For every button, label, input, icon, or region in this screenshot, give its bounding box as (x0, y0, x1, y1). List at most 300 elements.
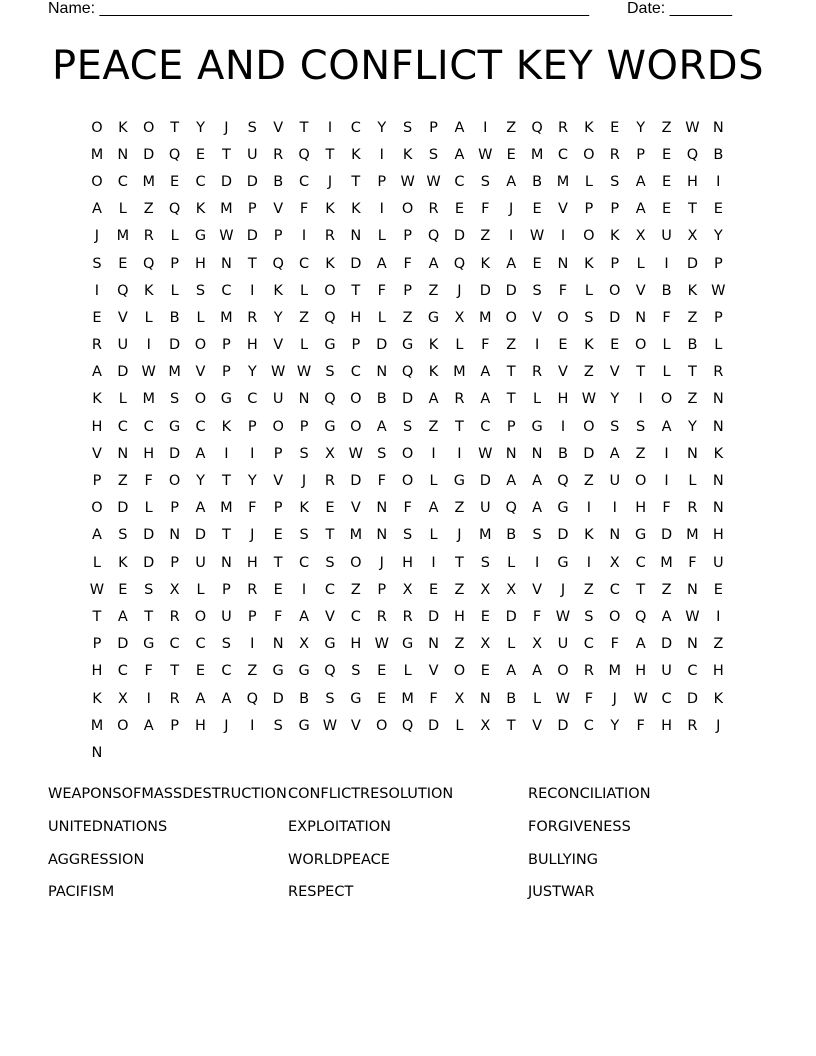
grid-letter: U (195, 554, 206, 571)
grid-letter: E (170, 173, 180, 190)
grid-letter: A (195, 500, 206, 517)
grid-letter: S (403, 119, 413, 136)
grid-letter: K (584, 119, 594, 136)
grid-letter: S (170, 391, 180, 408)
grid-letter: H (686, 173, 698, 190)
grid-letter: K (221, 418, 232, 435)
grid-letter: F (429, 690, 438, 707)
grid-letter: X (480, 636, 491, 653)
grid-letter: D (169, 337, 181, 354)
grid-letter: A (428, 500, 439, 517)
grid-letter: D (427, 608, 440, 625)
grid-letter: B (376, 391, 387, 408)
grid-letter: J (327, 173, 333, 190)
grid-letter: X (324, 445, 335, 462)
grid-letter: D (660, 527, 673, 544)
grid-letter: S (247, 119, 257, 136)
grid-letter: O (350, 554, 362, 571)
grid-letter: I (431, 554, 436, 571)
grid-letter: E (92, 309, 102, 326)
grid-letter: O (557, 663, 569, 680)
grid-letter: L (714, 337, 723, 354)
grid-letter: J (301, 473, 307, 490)
grid-letter: O (350, 418, 362, 435)
grid-letter: K (351, 201, 361, 218)
grid-letter: N (220, 255, 232, 272)
grid-letter: L (507, 636, 516, 653)
grid-letter: W (685, 608, 700, 625)
grid-letter: D (453, 228, 465, 245)
grid-letter: V (532, 309, 543, 326)
grid-letter: A (609, 445, 620, 462)
grid-letter: K (402, 146, 413, 163)
grid-letter: Q (427, 228, 440, 245)
grid-letter: Q (168, 201, 181, 218)
grid-letter: Y (713, 228, 723, 245)
grid-letter: I (250, 636, 255, 653)
grid-letter: F (274, 608, 283, 625)
grid-letter: A (454, 146, 465, 163)
grid-letter: B (169, 309, 180, 326)
grid-letter: K (118, 554, 128, 571)
grid-letter: B (713, 146, 724, 163)
grid-letter: I (534, 554, 540, 571)
grid-letter: G (402, 636, 414, 653)
grid-letter: S (480, 554, 490, 571)
grid-letter: R (247, 309, 258, 326)
grid-letter: U (221, 608, 232, 625)
grid-letter: N (220, 554, 232, 571)
grid-letter: Q (531, 119, 543, 136)
grid-letter: K (428, 337, 439, 354)
grid-letter: G (272, 663, 284, 680)
grid-letter: V (350, 717, 361, 734)
grid-letter: F (377, 473, 386, 490)
grid-letter: N (712, 391, 724, 408)
grid-letter: E (713, 581, 723, 598)
grid-letter: U (713, 554, 724, 571)
grid-letter: C (247, 391, 258, 408)
grid-letter: R (169, 690, 180, 707)
grid-letter: G (350, 690, 362, 707)
grid-letter: H (712, 527, 724, 544)
grid-letter: C (661, 690, 672, 707)
grid-letter: E (506, 146, 516, 163)
grid-letter: S (428, 146, 439, 163)
grid-letter: N (117, 445, 129, 462)
grid-letter: E (377, 690, 387, 707)
grid-letter: F (403, 255, 412, 272)
grid-letter: R (454, 391, 465, 408)
grid-letter: D (143, 146, 155, 163)
grid-letter: Y (247, 473, 257, 490)
grid-letter: Z (661, 119, 672, 136)
grid-letter: J (716, 717, 721, 734)
grid-letter: R (376, 608, 387, 625)
grid-letter: R (583, 663, 594, 680)
grid-letter: A (91, 527, 102, 544)
grid-letter: G (557, 500, 569, 517)
grid-letter: S (144, 581, 154, 598)
grid-letter: L (584, 282, 593, 299)
grid-letter: P (273, 445, 283, 462)
grid-letter: J (457, 527, 462, 544)
grid-letter: I (457, 445, 462, 462)
grid-letter: L (429, 527, 438, 544)
grid-letter: G (298, 717, 310, 734)
grid-letter: O (194, 608, 207, 625)
grid-letter: I (250, 445, 255, 462)
grid-letter: H (350, 636, 362, 653)
grid-letter: W (89, 581, 105, 598)
grid-letter: K (428, 364, 439, 381)
grid-letter: G (220, 391, 233, 408)
grid-letter: M (453, 364, 466, 381)
grid-letter: L (377, 228, 386, 245)
grid-letter: F (558, 282, 568, 299)
grid-letter: L (662, 364, 671, 381)
grid-letter: W (529, 228, 545, 245)
grid-letter: A (506, 663, 517, 680)
grid-letter: O (117, 717, 129, 734)
grid-letter: T (506, 364, 516, 381)
grid-letter: L (118, 201, 127, 218)
grid-letter: A (195, 690, 206, 707)
grid-letter: X (117, 690, 128, 707)
grid-letter: C (583, 717, 594, 734)
grid-letter: Q (557, 473, 569, 490)
grid-letter: I (586, 554, 591, 571)
grid-letter: I (250, 717, 255, 734)
grid-letter: A (195, 445, 206, 462)
grid-letter: D (557, 527, 569, 544)
grid-letter: R (532, 364, 543, 381)
grid-letter: Z (454, 581, 465, 598)
grid-letter: M (90, 717, 104, 734)
grid-letter: J (224, 717, 229, 734)
grid-letter: C (324, 581, 336, 598)
grid-letter: B (506, 690, 517, 707)
grid-letter: R (247, 581, 258, 598)
grid-letter: V (609, 364, 620, 381)
grid-letter: O (401, 473, 414, 490)
grid-letter: E (713, 201, 723, 218)
grid-letter: E (558, 337, 568, 354)
grid-letter: S (532, 282, 542, 299)
grid-letter: E (532, 255, 542, 272)
grid-letter: X (454, 309, 465, 326)
grid-letter: T (221, 527, 231, 544)
grid-letter: S (299, 445, 309, 462)
grid-letter: I (431, 445, 436, 462)
grid-letter: C (609, 581, 620, 598)
grid-letter: U (661, 228, 672, 245)
grid-letter: O (583, 146, 595, 163)
grid-letter: F (403, 500, 412, 517)
grid-letter: V (532, 717, 543, 734)
grid-letter: N (635, 309, 647, 326)
grid-letter: A (480, 391, 491, 408)
grid-letter: E (454, 201, 464, 218)
grid-letter: U (272, 391, 284, 408)
grid-letter: A (143, 717, 154, 734)
grid-letter: E (273, 527, 283, 544)
grid-letter: Y (610, 717, 620, 734)
grid-letter: D (505, 608, 517, 625)
grid-letter: E (377, 663, 387, 680)
grid-letter: Z (247, 663, 258, 680)
grid-letter: P (377, 173, 387, 190)
grid-letter: M (220, 201, 233, 218)
word-list-item: PACIFISM (48, 884, 115, 901)
grid-letter: T (170, 119, 180, 136)
grid-letter: S (325, 690, 335, 707)
grid-letter: E (273, 581, 283, 598)
grid-letter: I (301, 228, 307, 245)
grid-letter: H (246, 554, 258, 571)
grid-letter: G (557, 554, 569, 571)
grid-letter: P (273, 228, 283, 245)
grid-letter: O (401, 201, 414, 218)
grid-letter: H (143, 445, 155, 462)
grid-letter: C (350, 608, 361, 625)
grid-letter: M (142, 173, 155, 190)
grid-letter: E (661, 201, 672, 218)
grid-letter: M (556, 173, 570, 190)
grid-letter: I (534, 337, 540, 354)
grid-letter: E (532, 201, 542, 218)
grid-letter: A (532, 500, 543, 517)
grid-letter: W (400, 173, 415, 190)
grid-letter: N (712, 418, 724, 435)
grid-letter: F (610, 636, 619, 653)
grid-letter: I (560, 418, 566, 435)
grid-letter: V (558, 364, 568, 381)
grid-letter: C (687, 663, 698, 680)
grid-letter: E (195, 146, 206, 163)
grid-letter: J (457, 282, 462, 299)
grid-letter: A (480, 364, 491, 381)
grid-letter: E (610, 119, 620, 136)
grid-letter: E (195, 663, 206, 680)
word-list-item: WORLDPEACE (288, 851, 390, 868)
grid-letter: R (324, 473, 335, 490)
grid-letter: D (246, 173, 258, 190)
grid-letter: C (169, 636, 180, 653)
grid-letter: Z (117, 473, 128, 490)
grid-letter: N (609, 527, 621, 544)
grid-letter: M (142, 391, 155, 408)
grid-letter: W (374, 636, 389, 653)
grid-letter: Y (688, 418, 697, 435)
name-field-label: Name: _______________________________________________________ (48, 0, 589, 17)
word-list-item: CONFLICTRESOLUTION (288, 786, 454, 803)
grid-letter: P (506, 418, 516, 435)
header (48, 0, 748, 22)
grid-letter: O (194, 337, 207, 354)
grid-letter: Z (299, 309, 310, 326)
grid-letter: Z (713, 636, 724, 653)
grid-letter: S (610, 418, 620, 435)
grid-letter: N (712, 473, 724, 490)
grid-letter: H (350, 309, 362, 326)
grid-letter: K (584, 337, 594, 354)
grid-letter: P (584, 201, 594, 218)
grid-letter: H (246, 337, 258, 354)
grid-letter: L (300, 282, 309, 299)
grid-letter: Z (402, 309, 413, 326)
grid-letter: O (324, 282, 336, 299)
grid-letter: A (91, 201, 102, 218)
grid-letter: X (454, 690, 465, 707)
grid-letter: L (144, 500, 153, 517)
grid-letter: A (661, 418, 672, 435)
grid-letter: T (299, 119, 309, 136)
grid-letter: L (300, 337, 309, 354)
grid-letter: S (584, 309, 594, 326)
grid-letter: N (712, 119, 724, 136)
grid-letter: C (195, 418, 206, 435)
grid-letter: A (661, 608, 672, 625)
grid-letter: X (506, 581, 517, 598)
grid-letter: L (196, 581, 205, 598)
grid-letter: I (327, 119, 333, 136)
grid-letter: T (325, 146, 335, 163)
grid-letter: N (712, 500, 724, 517)
grid-letter: D (246, 228, 258, 245)
grid-letter: L (429, 473, 438, 490)
grid-letter: B (661, 282, 672, 299)
grid-letter: A (506, 173, 517, 190)
grid-letter: U (557, 636, 569, 653)
grid-letter: C (117, 173, 128, 190)
grid-letter: P (610, 255, 620, 272)
grid-letter: K (351, 146, 361, 163)
grid-letter: T (221, 146, 231, 163)
grid-letter: T (636, 581, 646, 598)
grid-letter: A (117, 608, 128, 625)
grid-letter: M (116, 228, 130, 245)
grid-letter: P (299, 418, 309, 435)
grid-letter: P (429, 119, 438, 136)
grid-letter: N (687, 445, 698, 462)
grid-letter: T (273, 554, 283, 571)
grid-letter: G (531, 418, 543, 435)
grid-letter: S (403, 418, 413, 435)
grid-letter: T (688, 201, 697, 218)
grid-letter: O (609, 608, 621, 625)
grid-letter: S (480, 173, 490, 190)
grid-letter: T (636, 364, 646, 381)
grid-letter: X (635, 228, 646, 245)
grid-letter: W (633, 690, 648, 707)
grid-letter: C (299, 554, 310, 571)
grid-letter: M (401, 690, 414, 707)
grid-letter: D (272, 690, 284, 707)
grid-letter: V (325, 608, 335, 625)
grid-letter: A (532, 473, 543, 490)
grid-letter: P (273, 500, 283, 517)
grid-letter: P (222, 364, 231, 381)
grid-letter: C (195, 173, 206, 190)
grid-letter: F (532, 608, 542, 625)
grid-letter: S (351, 663, 361, 680)
grid-letter: W (711, 282, 726, 299)
grid-letter: G (324, 418, 336, 435)
grid-letter: J (250, 527, 255, 544)
grid-letter: R (713, 364, 724, 381)
grid-letter: Z (143, 201, 154, 218)
grid-letter: V (428, 663, 439, 680)
grid-letter: I (560, 228, 566, 245)
grid-letter: X (402, 581, 413, 598)
grid-letter: S (195, 282, 206, 299)
grid-letter: T (688, 364, 697, 381)
grid-letter: V (532, 581, 543, 598)
word-list-item: FORGIVENESS (528, 819, 631, 836)
grid-letter: P (170, 500, 179, 517)
grid-letter: Z (687, 391, 698, 408)
grid-letter: O (660, 391, 673, 408)
grid-letter: J (509, 201, 514, 218)
grid-letter: P (92, 636, 102, 653)
grid-letter: W (348, 445, 364, 462)
grid-letter: D (686, 255, 699, 272)
grid-letter: K (92, 690, 102, 707)
grid-letter: Z (480, 228, 491, 245)
grid-letter: W (271, 364, 286, 381)
grid-letter: N (169, 527, 181, 544)
grid-letter: I (664, 255, 669, 272)
grid-letter: F (299, 201, 309, 218)
grid-letter: G (635, 527, 647, 544)
grid-letter: I (94, 282, 100, 299)
grid-letter: N (428, 636, 439, 653)
grid-letter: Z (428, 418, 439, 435)
grid-letter: Z (635, 445, 646, 462)
grid-letter: X (609, 554, 620, 571)
grid-letter: D (479, 282, 491, 299)
grid-letter: O (272, 418, 284, 435)
grid-letter: L (377, 309, 386, 326)
grid-letter: H (91, 418, 103, 435)
grid-letter: M (90, 146, 104, 163)
grid-letter: F (248, 500, 257, 517)
grid-letter: D (427, 717, 440, 734)
grid-letter: C (143, 418, 154, 435)
grid-letter: R (273, 146, 284, 163)
grid-letter: R (687, 717, 698, 734)
grid-letter: P (92, 473, 102, 490)
grid-letter: H (557, 391, 569, 408)
word-list-item: UNITEDNATIONS (48, 819, 168, 836)
grid-letter: I (483, 119, 488, 136)
grid-letter: P (222, 581, 231, 598)
grid-letter: V (635, 282, 646, 299)
grid-letter: T (454, 418, 464, 435)
grid-letter: O (91, 119, 103, 136)
grid-letter: P (636, 146, 646, 163)
grid-letter: G (298, 663, 310, 680)
grid-letter: S (325, 554, 335, 571)
grid-letter: M (349, 527, 363, 544)
grid-letter: K (687, 282, 698, 299)
grid-letter: O (350, 391, 362, 408)
grid-letter: B (687, 337, 698, 354)
grid-letter: X (480, 717, 491, 734)
grid-letter: K (325, 201, 335, 218)
grid-letter: J (94, 228, 100, 245)
